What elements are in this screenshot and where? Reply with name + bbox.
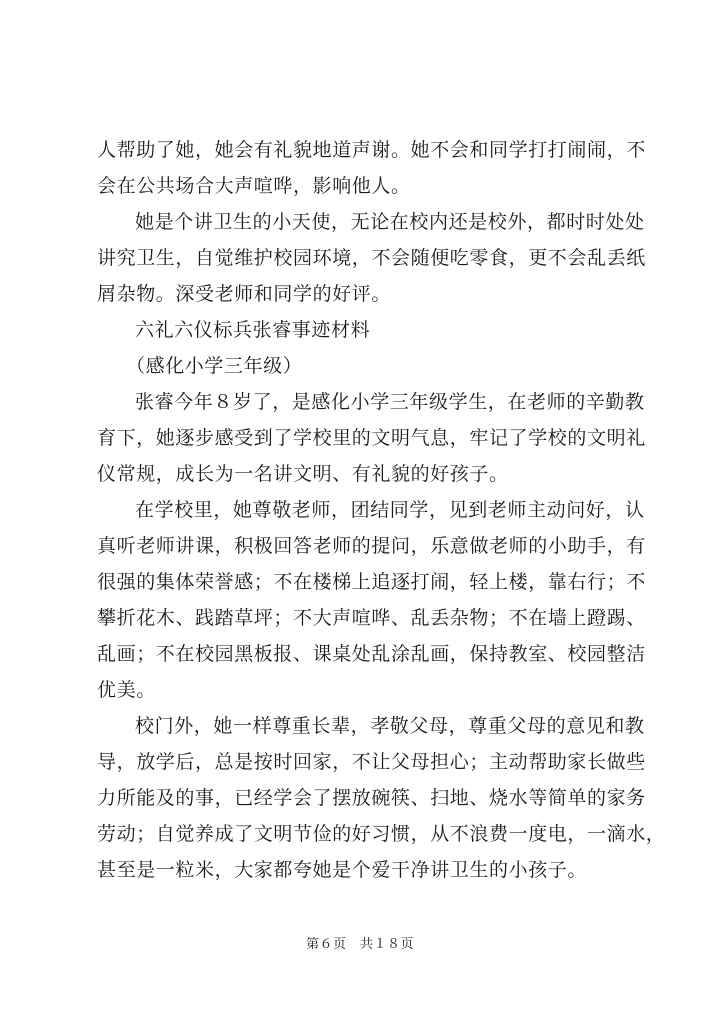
text-line: 会在公共场合大声喧哗，影响他人。 (97, 175, 411, 197)
text-line: 很强的集体荣誉感；不在楼梯上追逐打闹，轻上楼，靠右行；不 (97, 571, 646, 593)
text-line: 力所能及的事，已经学会了摆放碗筷、扫地、烧水等简单的家务 (97, 787, 646, 809)
section-subtitle: （感化小学三年级） (126, 355, 303, 377)
text-line: 攀折花木、践踏草坪；不大声喧哗、乱丢杂物；不在墙上蹬踢、 (97, 607, 646, 629)
text-line: 讲究卫生，自觉维护校园环境，不会随便吃零食，更不会乱丢纸 (97, 247, 646, 269)
page-number: 第６页 共１８页 (305, 937, 414, 952)
text-line: 育下，她逐步感受到了学校里的文明气息，牢记了学校的文明礼 (97, 427, 646, 449)
text-line: 在学校里，她尊敬老师，团结同学，见到老师主动问好，认 (135, 499, 645, 521)
text-line: 优美。 (97, 679, 156, 701)
text-line: 真听老师讲课，积极回答老师的提问，乐意做老师的小助手，有 (97, 535, 646, 557)
text-line: 甚至是一粒米，大家都夸她是个爱干净讲卫生的小孩子。 (97, 859, 588, 881)
text-line: 乱画；不在校园黑板报、课桌处乱涂乱画，保持教室、校园整洁 (97, 643, 646, 665)
text-line: 她是个讲卫生的小天使，无论在校内还是校外，都时时处处 (135, 211, 645, 233)
text-line: 校门外，她一样尊重长辈，孝敬父母，尊重父母的意见和教 (135, 715, 645, 737)
section-title: 六礼六仪标兵张睿事迹材料 (135, 319, 371, 341)
text-line: 劳动；自觉养成了文明节俭的好习惯，从不浪费一度电，一滴水， (97, 823, 666, 845)
text-line: 仪常规，成长为一名讲文明、有礼貌的好孩子。 (97, 463, 509, 485)
text-line: 导，放学后，总是按时回家，不让父母担心；主动帮助家长做些 (97, 751, 646, 773)
text-line: 人帮助了她，她会有礼貌地道声谢。她不会和同学打打闹闹，不 (97, 139, 646, 161)
text-line: 屑杂物。深受老师和同学的好评。 (97, 283, 392, 305)
text-line: 张睿今年８岁了，是感化小学三年级学生，在老师的辛勤教 (135, 391, 645, 413)
